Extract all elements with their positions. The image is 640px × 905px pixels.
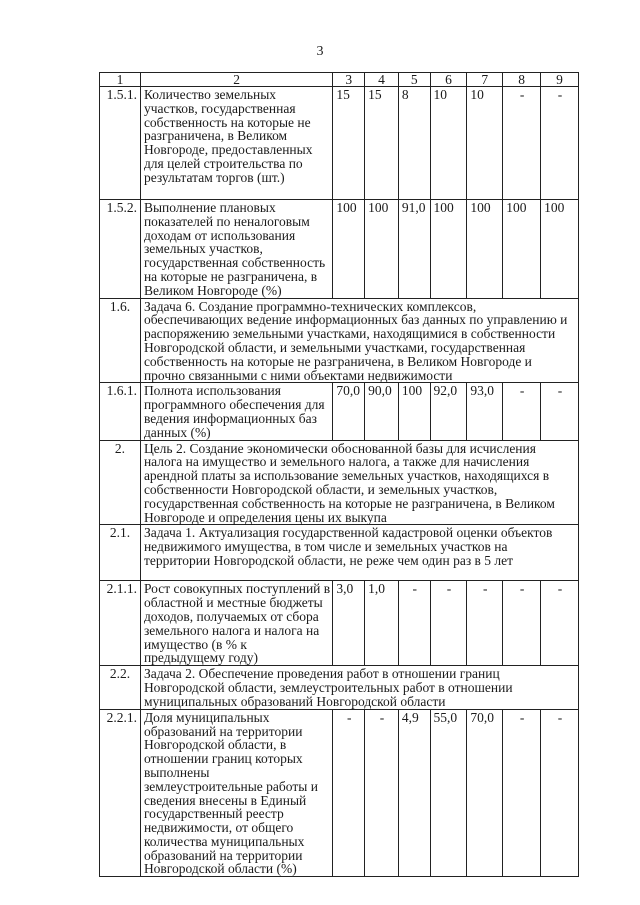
value-cell: 1,0: [365, 581, 399, 666]
table-row: [100, 581, 579, 666]
value-cell: 100: [333, 200, 365, 299]
value-cell: 100: [503, 200, 541, 299]
value-cell: 93,0: [467, 383, 503, 440]
value-cell: -: [503, 87, 541, 200]
value-cell: -: [503, 383, 541, 440]
value-cell: -: [541, 709, 579, 877]
value-cell: -: [541, 383, 579, 440]
value-cell: 100: [430, 200, 467, 299]
row-number: 1.5.2.: [100, 200, 141, 299]
task-text: Задача 1. Актуализация государственной кадастровой оценки объектов недвижимого имущества, в том числе и земельных участков на территории Новгородской области, не реже чем один раз в 5 лет: [140, 525, 578, 581]
value-cell: 8: [398, 87, 430, 200]
table-row: [100, 666, 579, 709]
value-cell: -: [541, 581, 579, 666]
row-number: 1.6.: [100, 298, 141, 383]
table-row: [100, 440, 579, 525]
value-cell: -: [503, 709, 541, 877]
header-cell: 3: [333, 73, 365, 87]
value-cell: -: [541, 87, 579, 200]
header-row: [100, 73, 579, 87]
row-number: 2.: [100, 440, 141, 525]
table-row: [100, 87, 579, 200]
row-number: 1.5.1.: [100, 87, 141, 200]
value-cell: 3,0: [333, 581, 365, 666]
indicator-text: Количество земельных участков, государственная собственность на которые не разграничена, в Великом Новгороде, предоставленных для целей строительства по результатам торгов (шт.): [140, 87, 332, 200]
row-number: 2.1.1.: [100, 581, 141, 666]
table-row: [100, 709, 579, 877]
value-cell: 92,0: [430, 383, 467, 440]
task-text: Задача 6. Создание программно-технических комплексов, обеспечивающих ведение информационных баз данных по управлению и распоряжению земельными участками, находящимися в собственности Новгородской области, и земельными участками, государственная собственность на которые не разграничена, в Великом Новгороде и прочно связанными с ними объектами недвижимости: [140, 298, 578, 383]
header-cell: 1: [100, 73, 141, 87]
value-cell: 100: [467, 200, 503, 299]
row-number: 1.6.1.: [100, 383, 141, 440]
value-cell: 10: [430, 87, 467, 200]
table-row: [100, 200, 579, 299]
value-cell: 15: [365, 87, 399, 200]
indicators-table: [99, 72, 579, 877]
header-cell: 4: [365, 73, 399, 87]
value-cell: 100: [541, 200, 579, 299]
value-cell: 4,9: [398, 709, 430, 877]
page-number: 3: [316, 44, 324, 59]
header-cell: 5: [398, 73, 430, 87]
value-cell: 90,0: [365, 383, 399, 440]
header-cell: 6: [430, 73, 467, 87]
value-cell: -: [467, 581, 503, 666]
table-row: [100, 383, 579, 440]
value-cell: 100: [365, 200, 399, 299]
value-cell: -: [503, 581, 541, 666]
row-number: 2.1.: [100, 525, 141, 581]
value-cell: -: [430, 581, 467, 666]
value-cell: 55,0: [430, 709, 467, 877]
value-cell: 100: [398, 383, 430, 440]
value-cell: -: [365, 709, 399, 877]
row-number: 2.2.1.: [100, 709, 141, 877]
table-row: [100, 298, 579, 383]
value-cell: 91,0: [398, 200, 430, 299]
row-number: 2.2.: [100, 666, 141, 709]
header-cell: 2: [140, 73, 332, 87]
value-cell: 70,0: [333, 383, 365, 440]
indicator-text: Полнота использования программного обеспечения для ведения информационных баз данных (%): [140, 383, 332, 440]
indicator-text: Рост совокупных поступлений в областной и местные бюджеты доходов, получаемых от сбора земельного налога и налога на имущество (в % к предыдущему году): [140, 581, 332, 666]
table-row: [100, 525, 579, 581]
value-cell: 10: [467, 87, 503, 200]
value-cell: -: [398, 581, 430, 666]
indicator-text: Выполнение плановых показателей по неналоговым доходам от использования земельных участков, государственная собственность на которые не разграничена, в Великом Новгороде (%): [140, 200, 332, 299]
indicator-text: Доля муниципальных образований на территории Новгородской области, в отношении границ которых выполнены землеустроительные работы и сведения внесены в Единый государственный реестр недвижимости, от общего количества муниципальных образований на территории Новгородской области (%): [140, 709, 332, 877]
task-text: Задача 2. Обеспечение проведения работ в отношении границ Новгородской области, землеустроительных работ в отношении муниципальных образований Новгородской области: [140, 666, 578, 709]
task-text: Цель 2. Создание экономически обоснованной базы для исчисления налога на имущество и земельного налога, а также для начисления арендной платы за использование земельных участков, находящихся в собственности Новгородской области, и земельных участков, государственная собственность на которые не разграничена, в Великом Новгороде и определения цены их выкупа: [140, 440, 578, 525]
header-cell: 8: [503, 73, 541, 87]
header-cell: 9: [541, 73, 579, 87]
header-cell: 7: [467, 73, 503, 87]
value-cell: 15: [333, 87, 365, 200]
value-cell: 70,0: [467, 709, 503, 877]
value-cell: -: [333, 709, 365, 877]
